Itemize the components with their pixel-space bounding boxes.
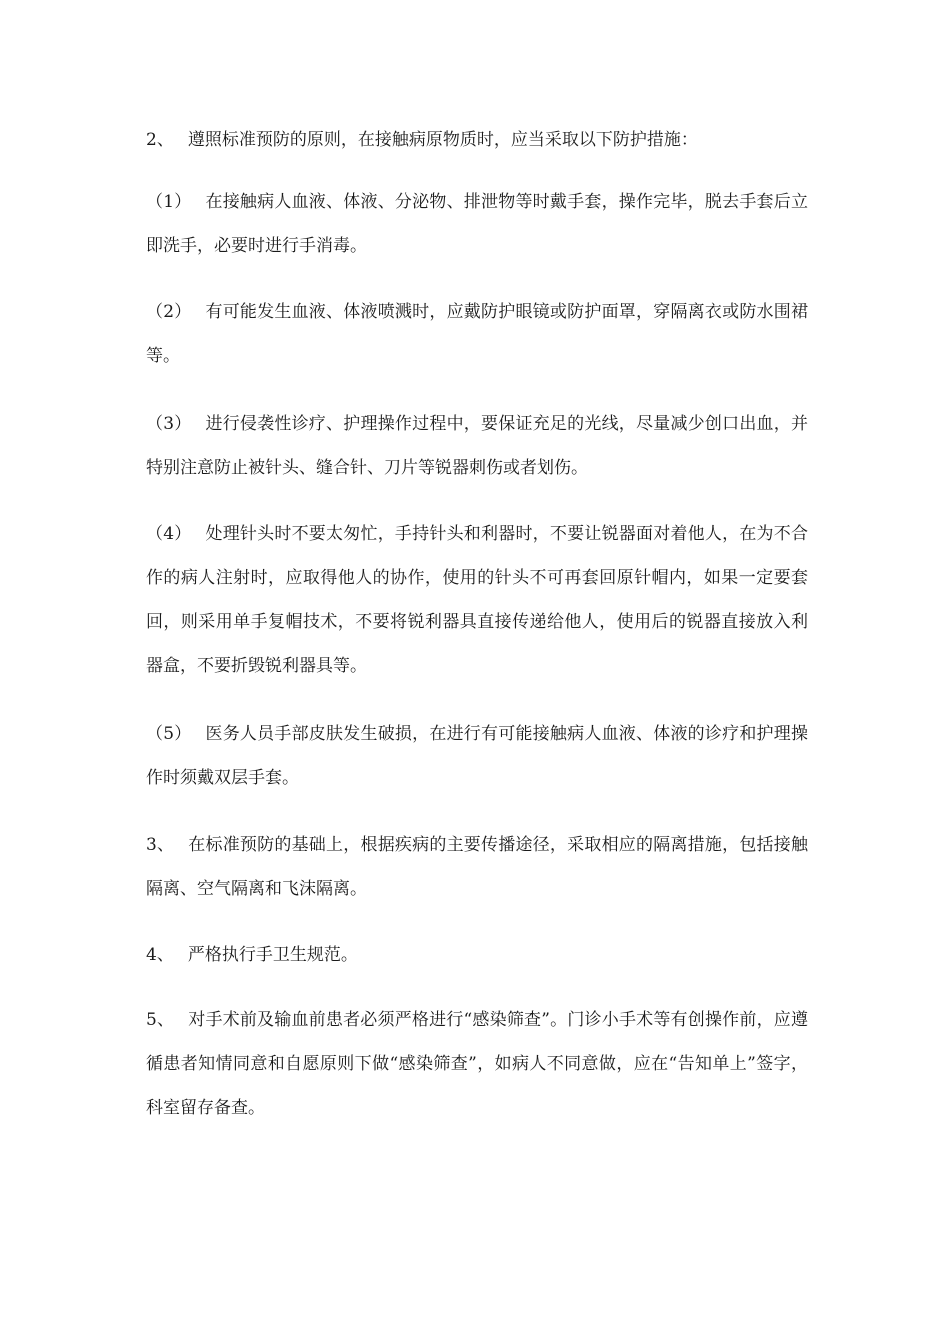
list-item xyxy=(146,402,808,490)
item-text: 对手术前及输血前患者必须严格进行“感染筛查”。门诊小手术等有创操作前，应遵循患者知情同意和自愿原则下做“感染筛查”，如病人不同意做，应在“告知单上”签字，科室留存备查。 xyxy=(146,1010,808,1118)
list-item xyxy=(146,118,808,162)
item-text: 遵照标准预防的原则，在接触病原物质时，应当采取以下防护措施： xyxy=(187,130,698,150)
list-item xyxy=(146,290,808,378)
item-number: 5、 xyxy=(146,1010,175,1030)
item-text: 进行侵袭性诊疗、护理操作过程中，要保证充足的光线，尽量减少创口出血，并特别注意防止被针头、缝合针、刀片等锐器刺伤或者划伤。 xyxy=(146,414,808,478)
item-text: 在标准预防的基础上，根据疾病的主要传播途径，采取相应的隔离措施，包括接触隔离、空气隔离和飞沫隔离。 xyxy=(146,835,808,899)
list-item xyxy=(146,512,808,688)
list-item xyxy=(146,998,808,1130)
list-item xyxy=(146,823,808,911)
list-item xyxy=(146,933,808,977)
list-item xyxy=(146,712,808,800)
item-text: 严格执行手卫生规范。 xyxy=(187,945,358,965)
item-number: 4、 xyxy=(146,945,174,965)
item-text: 有可能发生血液、体液喷溅时，应戴防护眼镜或防护面罩，穿隔离衣或防水围裙等。 xyxy=(146,302,808,366)
item-number: （4） xyxy=(146,524,192,544)
item-number: （3） xyxy=(146,414,192,434)
item-number: （5） xyxy=(146,724,192,744)
item-text: 在接触病人血液、体液、分泌物、排泄物等时戴手套，操作完毕，脱去手套后立即洗手，必要时进行手消毒。 xyxy=(146,192,808,256)
list-item xyxy=(146,180,808,268)
item-number: 3、 xyxy=(146,835,175,855)
item-number: （1） xyxy=(146,192,192,212)
item-text: 医务人员手部皮肤发生破损，在进行有可能接触病人血液、体液的诊疗和护理操作时须戴双层手套。 xyxy=(146,724,808,788)
item-text: 处理针头时不要太匆忙，手持针头和利器时，不要让锐器面对着他人，在为不合作的病人注射时，应取得他人的协作，使用的针头不可再套回原针帽内，如果一定要套回，则采用单手复帽技术，不要将锐利器具直接传递给他人，使用后的锐器直接放入利器盒，不要折毁锐利器具等。 xyxy=(146,524,808,676)
item-number: 2、 xyxy=(146,130,174,150)
item-number: （2） xyxy=(146,302,192,322)
